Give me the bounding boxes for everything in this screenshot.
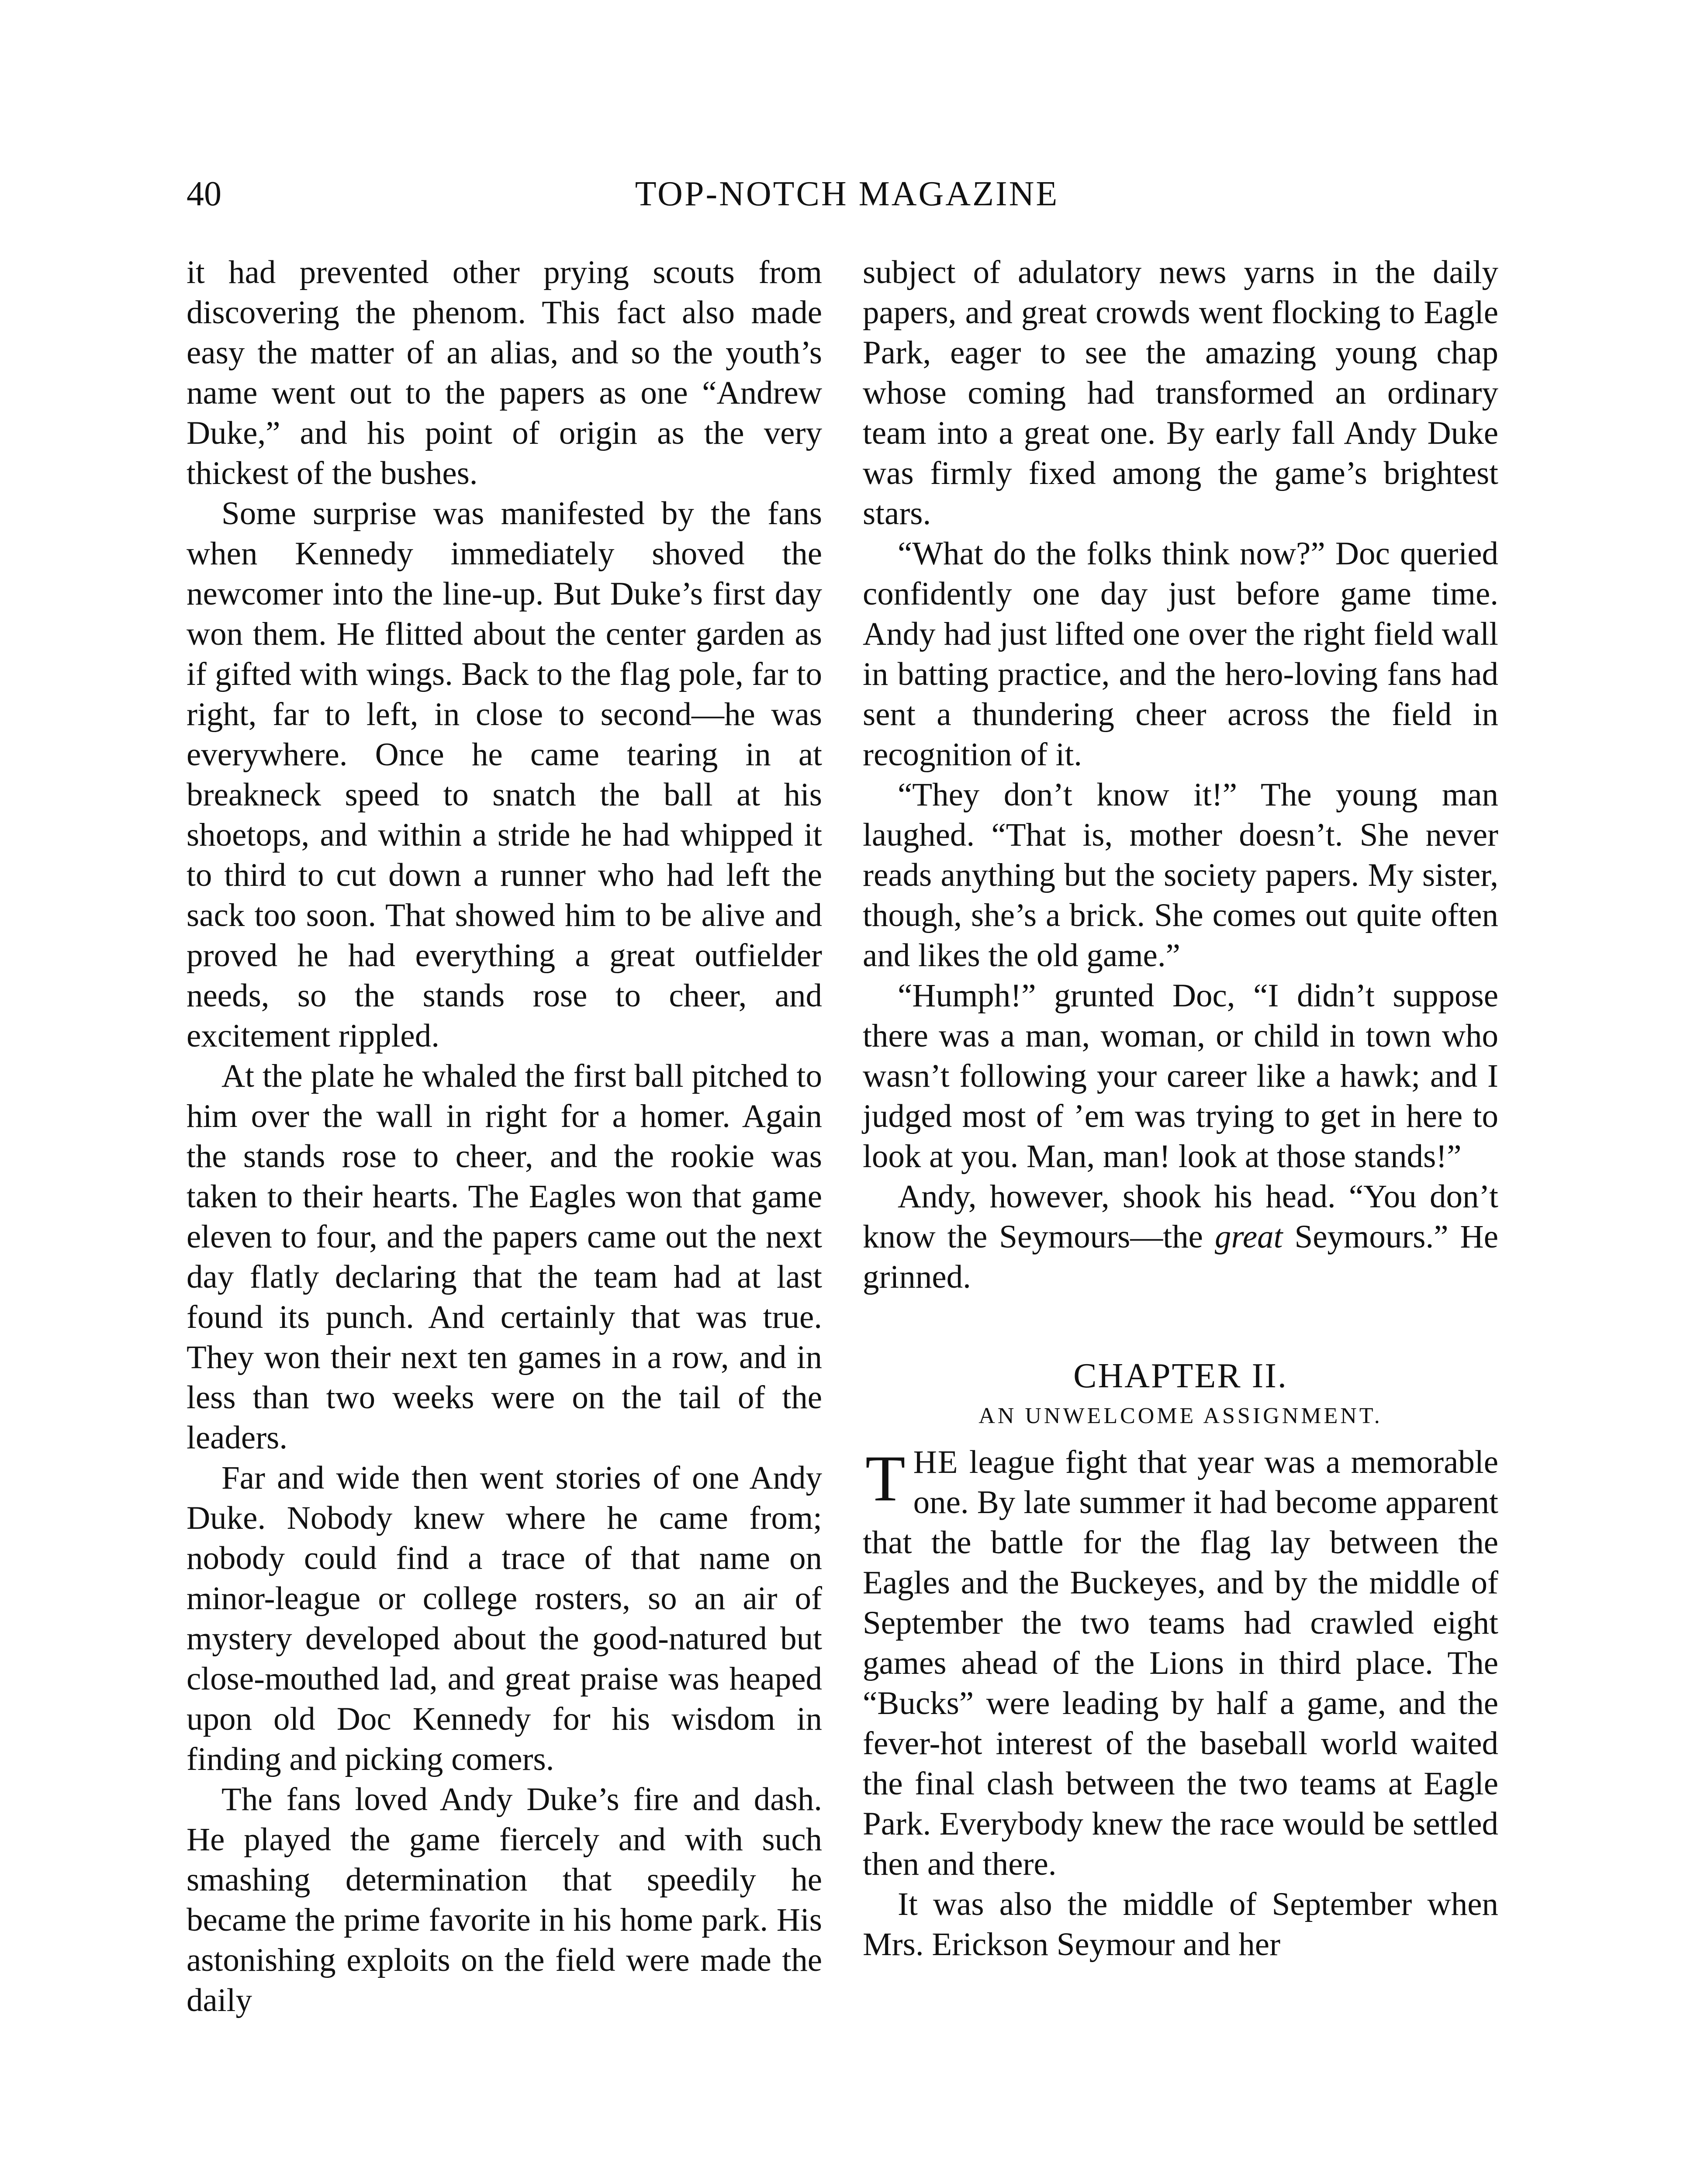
chapter-subtitle: AN UNWELCOME ASSIGNMENT.	[978, 1403, 1383, 1428]
text-run: league fight that year was a memorable one. By late summer it had become apparent that the battle for the flag lay between the Eagles and the Buckeyes, and by the middle of September the two teams had crawled eight games ahead of the Lions in third place. The “Bucks” were leading by half a game, and the fever-hot interest of the baseball world waited the final clash between the two teams at Eagle Park. Everybody knew the race would be settled then and there.	[863, 1444, 1498, 1882]
text-run: Andy, however, shook his head. “You don’t know the Seymours—the	[863, 1178, 1498, 1255]
paragraph: “Humph!” grunted Doc, “I didn’t suppose there was a man, woman, or child in town who wasn’t following your career like a hawk; and I judged most of ’em was trying to get in here to look at you. Man, man! look at those stands!”	[863, 978, 1498, 1175]
paragraph	[863, 1177, 1498, 1297]
paragraph: The fans loved Andy Duke’s fire and dash. He played the game fiercely and with such smashing determination that speedily he became the prime favorite in his home park. His astonishing exploits on the field were made the daily	[187, 1781, 822, 2018]
running-head: TOP-NOTCH MAGAZINE	[635, 175, 1059, 213]
left-column	[187, 252, 822, 2021]
right-column	[863, 252, 1498, 1965]
paragraph: It was also the middle of September when Mrs. Erickson Seymour and her	[863, 1886, 1498, 1963]
paragraph: Far and wide then went stories of one Andy Duke. Nobody knew where he came from; nobody could find a trace of that name on minor-league or college rosters, so an air of mystery developed about the good-natured but close-mouthed lad, and great praise was heaped upon old Doc Kennedy for his wisdom in finding and picking comers.	[187, 1460, 822, 1777]
paragraph: Some surprise was manifested by the fans when Kennedy immediately shoved the newcomer into the line-up. But Duke’s first day won them. He flitted about the center garden as if gifted with wings. Back to the flag pole, far to right, far to left, in close to second—he was everywhere. Once he came tearing in at breakneck speed to snatch the ball at his shoetops, and within a stride he had whipped it to third to cut down a runner who had left the sack too soon. That showed him to be alive and proved he had everything a great outfielder needs, so the stands rose to cheer, and excitement rippled.	[187, 495, 822, 1054]
emphasis: great	[1214, 1219, 1283, 1255]
paragraph: it had prevented other prying scouts from discovering the phenom. This fact also made easy the matter of an alias, and so the youth’s name went out to the papers as one “Andrew Duke,” and his point of origin as the very thickest of the bushes.	[187, 254, 822, 491]
drop-cap: T	[865, 1442, 906, 1515]
paragraph	[863, 1442, 1498, 1884]
text-run: Seymours.” He grinned.	[863, 1219, 1498, 1295]
chapter-heading: CHAPTER II.	[1073, 1357, 1288, 1395]
paragraph: “What do the folks think now?” Doc queried confidently one day just before game time. Andy had just lifted one over the right field wall in batting practice, and the hero-loving fans had sent a thundering cheer across the field in recognition of it.	[863, 536, 1498, 773]
paragraph: At the plate he whaled the first ball pitched to him over the wall in right for a homer. Again the stands rose to cheer, and the rookie was taken to their hearts. The Eagles won that game eleven to four, and the papers came out the next day flatly declaring that the team had at last found its punch. And certainly that was true. They won their next ten games in a row, and in less than two weeks were on the tail of the leaders.	[187, 1058, 822, 1456]
paragraph: “They don’t know it!” The young man laughed. “That is, mother doesn’t. She never reads anything but the society papers. My sister, though, she’s a brick. She comes out quite often and likes the old game.”	[863, 777, 1498, 974]
small-caps-word: HE	[913, 1444, 959, 1480]
page-number: 40	[187, 175, 221, 213]
paragraph: subject of adulatory news yarns in the daily papers, and great crowds went flocking to Eagle Park, eager to see the amazing young chap whose coming had transformed an ordinary team into a great one. By early fall Andy Duke was firmly fixed among the game’s brightest stars.	[863, 254, 1498, 532]
